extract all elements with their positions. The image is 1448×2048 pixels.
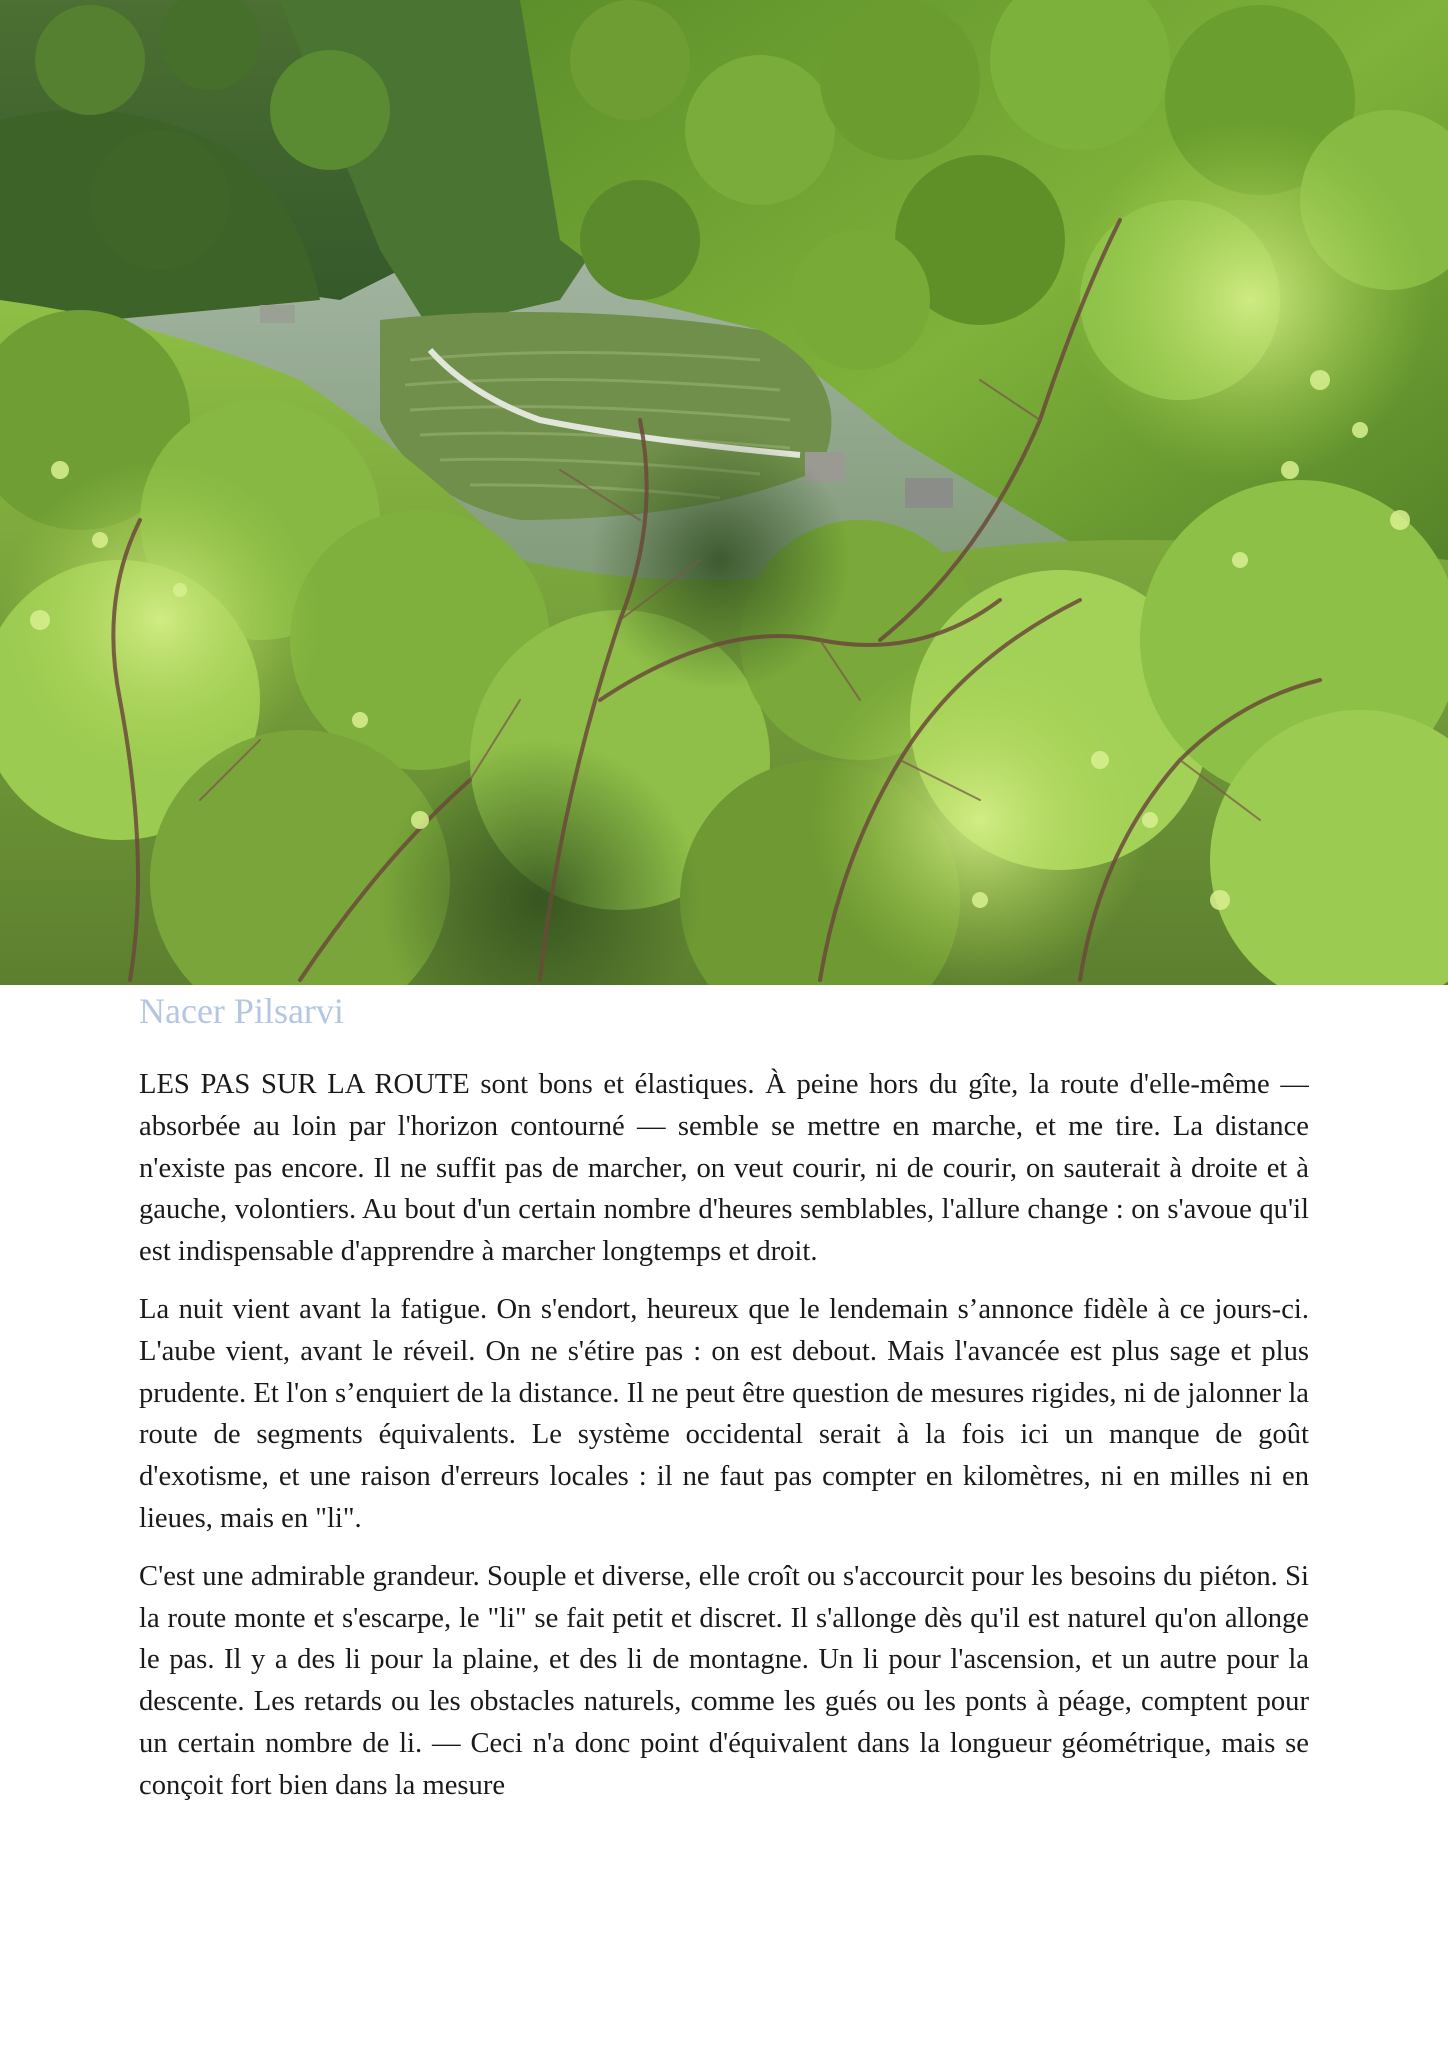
paragraph: La nuit vient avant la fatigue. On s'endort, heureux que le lendemain s’annonce fidèle à ce jours-ci. L'aube vient, avant le réveil. On ne s'étire pas : on est debout. Mais l'avancée est plus sage et plus prudente. Et l'on s’enquiert de la distance. Il ne peut être question de mesures rigides, ni de jalonner la route de segments équivalents. Le système occidental serait à la fois ici un manque de goût d'exotisme, et une raison d'erreurs locales : il ne faut pas compter en kilomètres, ni en milles ni en lieues, mais en "li". — [139, 1293, 1309, 1534]
author-name: Nacer Pilsarvi — [139, 991, 344, 1031]
landscape-photo — [0, 0, 1448, 985]
body-text — [139, 1064, 1309, 1864]
paragraph: LES PAS SUR LA ROUTE sont bons et élastiques. À peine hors du gîte, la route d'elle-même — absorbée au loin par l'horizon contourné — semble se mettre en marche, et me tire. La distance n'existe pas encore. Il ne suffit pas de marcher, on veut courir, ni de courir, on sauterait à droite et à gauche, volontiers. Au bout d'un certain nombre d'heures semblables, l'allure change : on s'avoue qu'il est indispensable d'apprendre à marcher longtemps et droit. — [139, 1069, 1309, 1268]
paragraph: C'est une admirable grandeur. Souple et diverse, elle croît ou s'accourcit pour les besoins du piéton. Si la route monte et s'escarpe, le "li" se fait petit et discret. Il s'allonge dès qu'il est naturel qu'on allonge le pas. Il y a des li pour la plaine, et des li de montagne. Un li pour l'ascension, et un autre pour la descente. Les retards ou les obstacles naturels, comme les gués ou les ponts à péage, comptent pour un certain nombre de li. — Ceci n'a donc point d'équivalent dans la longueur géométrique, mais se conçoit fort bien dans la mesure — [139, 1560, 1309, 1801]
